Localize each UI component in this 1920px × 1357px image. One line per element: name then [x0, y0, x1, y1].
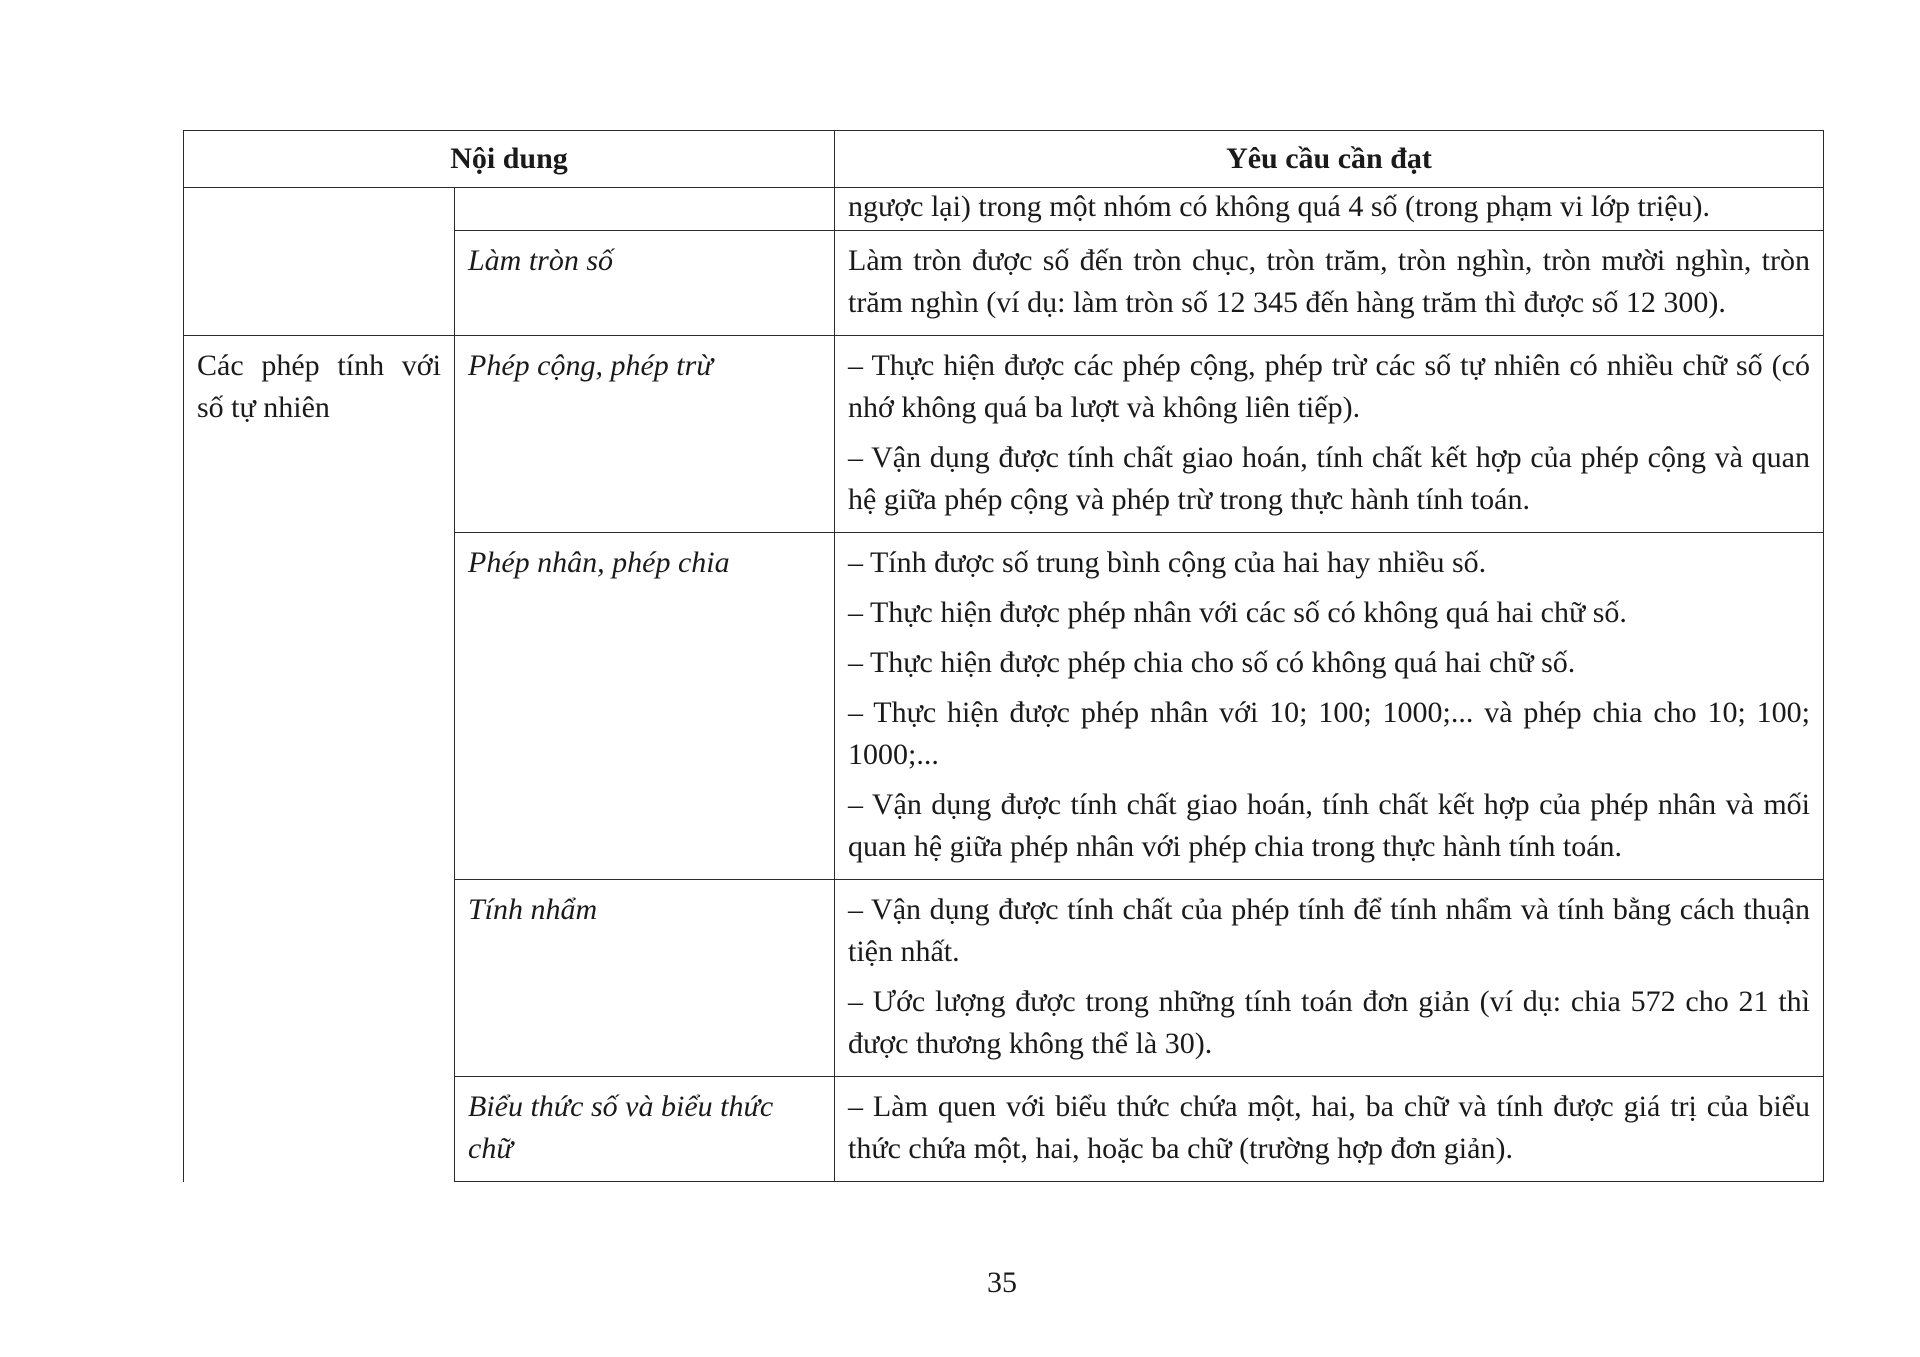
- requirement-text: – Vận dụng được tính chất của phép tính để tính nhẩm và tính bằng cách thuận tiện nhất.: [848, 893, 1810, 968]
- requirement-text: – Thực hiện được phép chia cho số có không quá hai chữ số.: [848, 646, 1576, 679]
- requirement-cell: [835, 231, 1824, 336]
- requirement-text: – Thực hiện được phép nhân với 10; 100; 1000;... và phép chia cho 10; 100; 1000;...: [848, 696, 1810, 771]
- requirement-text: – Vận dụng được tính chất giao hoán, tính chất kết hợp của phép nhân và mối quan hệ giữa phép nhân với phép chia trong thực hành tính toán.: [848, 788, 1810, 863]
- requirement-cell: [835, 533, 1824, 880]
- requirement-text: – Tính được số trung bình cộng của hai hay nhiều số.: [848, 546, 1487, 579]
- requirement-text: – Làm quen với biểu thức chứa một, hai, ba chữ và tính được giá trị của biểu thức chứa một, hai, hoặc ba chữ (trường hợp đơn giản).: [848, 1090, 1810, 1165]
- page-number: 35: [987, 1266, 1017, 1299]
- table-row: [184, 336, 1824, 533]
- subtopic-cell-empty: [455, 188, 835, 231]
- table-row: [184, 188, 1824, 231]
- requirement-cell: [835, 880, 1824, 1077]
- table-header-row: [184, 131, 1824, 188]
- header-content: Nội dung: [184, 131, 835, 188]
- requirement-text: ngược lại) trong một nhóm có không quá 4 số (trong phạm vi lớp triệu).: [848, 190, 1711, 223]
- requirement-cell: [835, 1077, 1824, 1182]
- subtopic-cell: Phép cộng, phép trừ: [455, 336, 835, 533]
- curriculum-table: [183, 130, 1824, 1182]
- subtopic-cell: Biểu thức số và biểu thức chữ: [455, 1077, 835, 1182]
- topic-cell-empty: [184, 188, 455, 336]
- subtopic-cell: Phép nhân, phép chia: [455, 533, 835, 880]
- requirement-cell: [835, 336, 1824, 533]
- requirement-text: – Ước lượng được trong những tính toán đơn giản (ví dụ: chia 572 cho 21 thì được thương không thể là 30).: [848, 985, 1810, 1060]
- subtopic-cell: Làm tròn số: [455, 231, 835, 336]
- subtopic-cell: Tính nhẩm: [455, 880, 835, 1077]
- header-requirement: Yêu cầu cần đạt: [835, 131, 1824, 188]
- requirement-cell: [835, 188, 1824, 231]
- requirement-text: – Thực hiện được các phép cộng, phép trừ các số tự nhiên có nhiều chữ số (có nhớ không quá ba lượt và không liên tiếp).: [848, 349, 1810, 424]
- topic-cell: Các phép tính với số tự nhiên: [184, 336, 455, 1182]
- requirement-text: Làm tròn được số đến tròn chục, tròn trăm, tròn nghìn, tròn mười nghìn, tròn trăm nghìn (ví dụ: làm tròn số 12 345 đến hàng trăm thì được số 12 300).: [848, 244, 1810, 319]
- requirement-text: – Vận dụng được tính chất giao hoán, tính chất kết hợp của phép cộng và quan hệ giữa phép cộng và phép trừ trong thực hành tính toán.: [848, 441, 1810, 516]
- requirement-text: – Thực hiện được phép nhân với các số có không quá hai chữ số.: [848, 596, 1627, 629]
